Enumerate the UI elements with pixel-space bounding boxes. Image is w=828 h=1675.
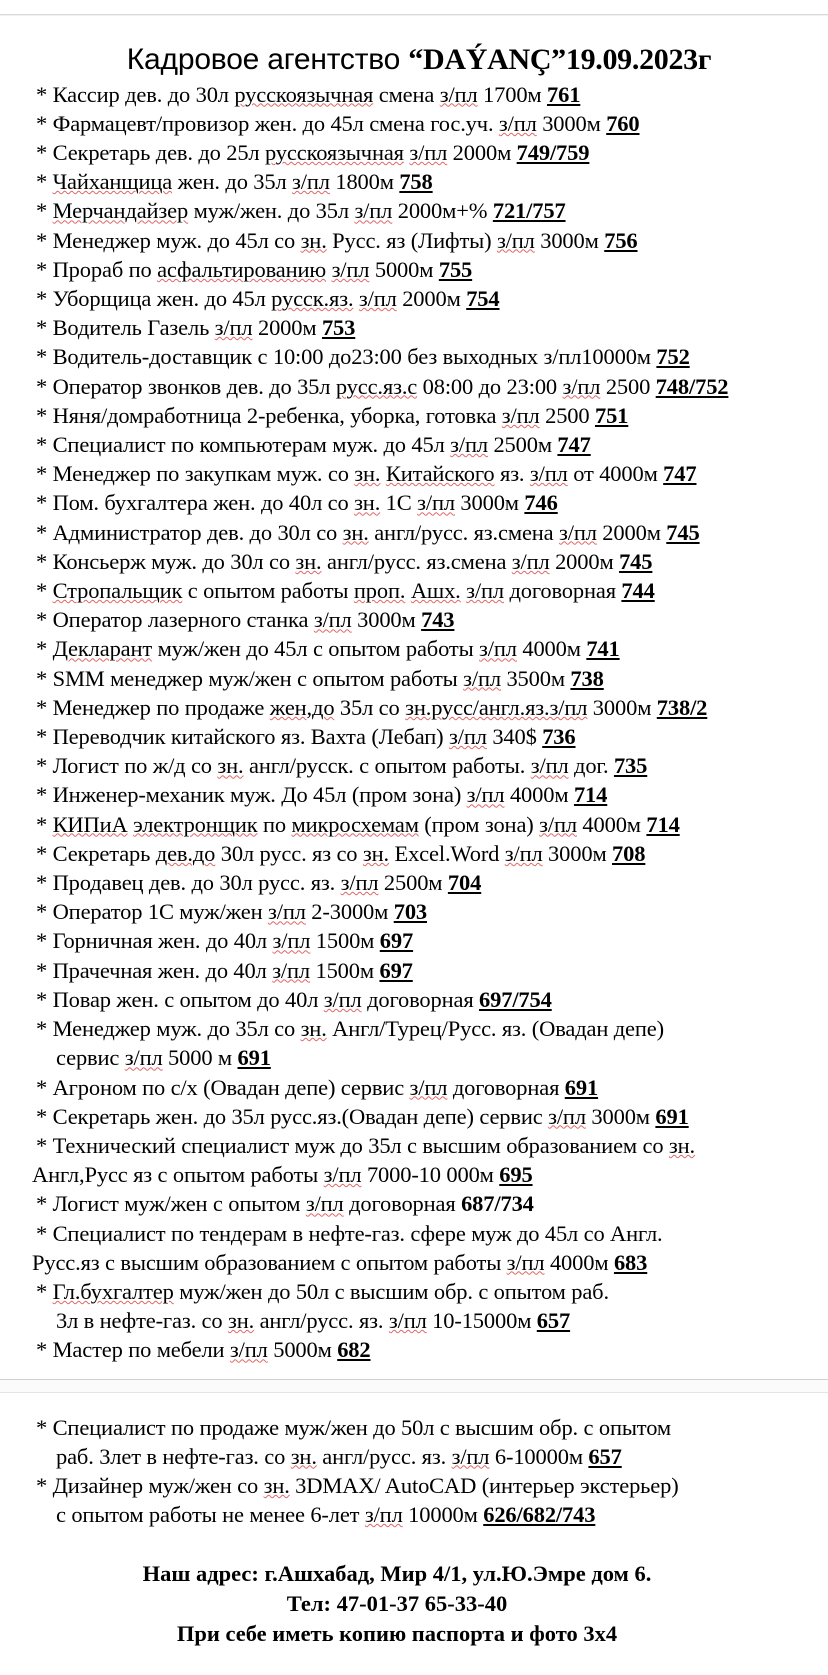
vacancy-text: 3л в нефте-газ. со зн. англ/русс. яз. з/пл 10-15000м: [56, 1308, 532, 1334]
spellcheck-underline: асфальтированию: [157, 256, 327, 282]
page-break-gap: [0, 1380, 828, 1392]
spellcheck-underline: з/пл: [559, 519, 597, 545]
bullet-asterisk: *: [36, 169, 53, 195]
vacancy-line: [36, 605, 816, 634]
spellcheck-underline: Стропальщик: [52, 578, 183, 604]
bullet-asterisk: *: [36, 1103, 53, 1129]
vacancy-line: [36, 926, 816, 955]
bullet-asterisk: *: [36, 811, 53, 837]
vacancy-code: 657: [588, 1443, 622, 1469]
spellcheck-underline: з/пл: [305, 1191, 344, 1217]
vacancy-line: [36, 138, 816, 167]
spellcheck-underline: зн.: [668, 1132, 696, 1158]
vacancy-code: 758: [399, 169, 433, 195]
vacancy-text: Администратор дев. до 30л со зн. англ/русс. яз.смена з/пл 2000м: [52, 519, 661, 545]
vacancy-line: [36, 1131, 816, 1160]
vacancy-line: [36, 226, 816, 255]
bullet-asterisk: *: [36, 227, 53, 253]
vacancy-code: 735: [613, 753, 648, 779]
spellcheck-underline: з/пл: [530, 753, 569, 779]
spellcheck-underline: з/пл: [529, 461, 568, 487]
vacancy-line: [36, 1102, 816, 1131]
spellcheck-underline: з/пл: [479, 636, 517, 662]
spellcheck-underline: з/пл: [313, 607, 352, 633]
top-divider-rule: [0, 14, 828, 16]
vacancy-text: Декларант муж/жен до 45л с опытом работы з/пл 4000м: [52, 636, 581, 662]
bullet-asterisk: *: [36, 432, 53, 458]
vacancy-text: Оператор лазерного станка з/пл 3000м: [52, 607, 416, 633]
vacancy-line: [36, 1413, 816, 1442]
spellcheck-underline: дев.до: [155, 840, 216, 866]
vacancy-code: 738: [570, 665, 604, 691]
bullet-asterisk: *: [36, 782, 53, 808]
vacancy-code: 691: [655, 1103, 689, 1129]
bottom-spacer: [0, 1649, 828, 1675]
bullet-asterisk: *: [36, 1414, 53, 1440]
vacancy-line: [36, 1335, 816, 1364]
vacancy-code: 761: [547, 81, 581, 107]
spellcheck-underline: зн.: [300, 1016, 327, 1042]
vacancy-text: Оператор 1С муж/жен з/пл 2-3000м: [52, 899, 389, 925]
bullet-asterisk: *: [36, 986, 53, 1012]
spellcheck-underline: Ашх.: [410, 578, 461, 604]
spellcheck-underline: зн.: [227, 1308, 255, 1334]
spellcheck-underline: русс.яз.с: [335, 373, 418, 399]
vacancy-line: [36, 1442, 816, 1471]
vacancy-text: Русс.яз с высшим образованием с опытом работы з/пл 4000м: [32, 1249, 609, 1275]
spellcheck-underline: микросхемам: [291, 811, 419, 837]
vacancy-text: Агроном по с/х (Овадан депе) сервис з/пл договорная: [52, 1074, 560, 1100]
vacancy-line: [36, 1471, 816, 1500]
vacancy-code: 714: [573, 782, 608, 808]
spellcheck-underline: электронщик: [133, 811, 258, 837]
bullet-asterisk: *: [36, 373, 53, 399]
vacancy-text: Оператор звонков дев. до 35л русс.яз.с 08:00 до 23:00 з/пл 2500: [52, 373, 651, 399]
vacancy-text: Специалист по компьютерам муж. до 45л з/пл 2500м: [52, 432, 552, 458]
vacancy-text: SMM менеджер муж/жен с опытом работы з/пл 3500м: [52, 665, 565, 691]
vacancy-code: 753: [321, 315, 356, 341]
vacancy-code: 745: [666, 519, 700, 545]
spellcheck-underline: з/пл: [323, 1162, 362, 1188]
vacancy-line: [36, 634, 816, 663]
vacancy-line: [36, 722, 816, 751]
vacancy-line: [32, 1160, 816, 1189]
vacancy-code: 695: [499, 1162, 533, 1188]
vacancy-code: 721/757: [492, 198, 566, 224]
vacancy-code: 697: [379, 928, 414, 954]
vacancy-text: Водитель Газель з/пл 2000м: [52, 315, 317, 341]
bullet-asterisk: *: [36, 256, 53, 282]
spellcheck-underline: русск.яз.: [271, 286, 354, 312]
vacancy-line: [36, 780, 816, 809]
spellcheck-underline: з/пл: [450, 432, 488, 458]
vacancy-text: Секретарь дев. до 25л русскоязычная з/пл 2000м: [52, 140, 512, 165]
vacancy-code: 691: [564, 1074, 599, 1100]
bullet-asterisk: *: [36, 636, 53, 662]
vacancy-line: [36, 109, 816, 138]
bullet-asterisk: *: [36, 490, 53, 516]
spellcheck-underline: Мерчандайзер: [52, 198, 189, 224]
spellcheck-underline: з/пл: [466, 578, 504, 604]
vacancy-text: Специалист по тендерам в нефте-газ. сфере муж до 45л со Англ.: [52, 1220, 663, 1246]
vacancy-code: 626/682/743: [483, 1502, 596, 1528]
vacancy-line: [36, 518, 816, 547]
vacancy-line: [36, 897, 816, 926]
vacancy-text: Водитель-доставщик с 10:00 до23:00 без выходных з/пл10000м: [52, 344, 651, 370]
spellcheck-underline: з/пл: [323, 986, 362, 1012]
spellcheck-underline: зн.: [354, 490, 381, 516]
vacancy-text: Прачечная жен. до 40л з/пл 1500м: [52, 957, 374, 983]
vacancy-text: Няня/домработница 2-ребенка, уборка, готовка з/пл 2500: [52, 402, 590, 428]
spellcheck-underline: з/пл: [229, 1337, 268, 1363]
vacancy-text: Секретарь дев.до 30л русс. яз со зн. Excel.Word з/пл 3000м: [52, 840, 607, 866]
vacancy-text: Англ,Русс яз с опытом работы з/пл 7000-10 000м: [32, 1162, 494, 1188]
footer-address: Наш адрес: г.Ашхабад, Мир 4/1, ул.Ю.Эмре дом 6.: [142, 1561, 652, 1587]
vacancy-line: [36, 255, 816, 284]
vacancy-text: Прораб по асфальтированию з/пл 5000м: [52, 256, 434, 282]
page-title: [0, 42, 828, 76]
bullet-asterisk: *: [36, 110, 53, 136]
spellcheck-underline: з/пл: [548, 1103, 586, 1129]
vacancy-line: [36, 576, 816, 605]
vacancy-line: [36, 284, 816, 313]
bullet-asterisk: *: [36, 694, 53, 720]
vacancy-text: Кассир дев. до 30л русскоязычная смена з/пл 1700м: [52, 81, 542, 107]
vacancy-code: 745: [619, 548, 653, 574]
vacancy-line: [36, 1073, 816, 1102]
vacancy-line: [36, 167, 816, 196]
vacancy-text: Продавец дев. до 30л русс. яз. з/пл 2500м: [52, 870, 443, 896]
contact-footer: [0, 1559, 828, 1649]
bullet-asterisk: *: [36, 315, 53, 341]
vacancy-text: Секретарь жен. до 35л русс.яз.(Овадан депе) сервис з/пл 3000м: [52, 1103, 650, 1129]
vacancy-list-page-1: [0, 80, 828, 1365]
bullet-asterisk: *: [36, 753, 53, 779]
vacancy-text: Фармацевт/провизор жен. до 45л смена гос.уч. з/пл 3000м: [52, 110, 601, 136]
vacancy-line: [36, 810, 816, 839]
bullet-asterisk: *: [36, 1132, 53, 1158]
spellcheck-underline: з/пл: [292, 169, 330, 195]
vacancy-code: 738/2: [656, 694, 708, 720]
vacancy-code: 755: [438, 256, 473, 282]
vacancy-text: КИПиА электронщик по микросхемам (пром зона) з/пл 4000м: [52, 811, 641, 837]
spellcheck-underline: з/пл: [463, 665, 501, 691]
vacancy-line: [36, 196, 816, 225]
vacancy-text: Технический специалист муж до 35л с высшим образованием со зн.: [52, 1132, 696, 1158]
spellcheck-underline: з/пл: [364, 1502, 403, 1528]
bullet-asterisk: *: [36, 899, 53, 925]
vacancy-text: раб. 3лет в нефте-газ. со зн. англ/русс. яз. з/пл 6-10000м: [56, 1443, 583, 1469]
bullet-asterisk: *: [36, 402, 53, 428]
spellcheck-underline: з/пл: [504, 840, 543, 866]
bullet-asterisk: *: [36, 724, 53, 750]
vacancy-text: Чайханщица жен. до 35л з/пл 1800м: [52, 169, 394, 195]
vacancy-code: 708: [612, 840, 646, 866]
vacancy-text: Специалист по продаже муж/жен до 50л с высшим обр. с опытом: [52, 1414, 671, 1440]
bullet-asterisk: *: [36, 578, 53, 604]
spellcheck-underline: з/пл: [539, 811, 577, 837]
bullet-asterisk: *: [36, 1220, 53, 1246]
vacancy-text: Пом. бухгалтера жен. до 40л со зн. 1С з/пл 3000м: [52, 490, 519, 516]
spellcheck-underline: з/пл: [409, 1074, 448, 1100]
spellcheck-underline: з/пл: [124, 1045, 163, 1071]
bullet-asterisk: *: [36, 548, 53, 574]
spellcheck-underline: зн.: [217, 753, 244, 779]
vacancy-list-page-2: [0, 1413, 828, 1530]
spellcheck-underline: зн.: [354, 461, 381, 487]
vacancy-line: [36, 1306, 816, 1335]
vacancy-line: [36, 372, 816, 401]
vacancy-code: 754: [466, 286, 500, 312]
spellcheck-underline: з/пл: [498, 110, 537, 136]
spellcheck-underline: КИПиА: [52, 811, 128, 837]
vacancy-line: [36, 1014, 816, 1043]
vacancy-code: 749/759: [516, 140, 590, 165]
vacancy-text: Инженер-механик муж. До 45л (пром зона) з/пл 4000м: [52, 782, 569, 808]
vacancy-line: [36, 488, 816, 517]
vacancy-code: 704: [447, 870, 482, 896]
vacancy-text: Менеджер по закупкам муж. со зн. Китайского яз. з/пл от 4000м: [52, 461, 658, 487]
vacancy-line: [32, 1248, 816, 1277]
spellcheck-underline: жен,до: [269, 694, 335, 720]
bullet-asterisk: *: [36, 286, 53, 312]
spellcheck-underline: з/пл: [511, 548, 550, 574]
top-chrome-strip: [0, 0, 828, 14]
vacancy-code: 657: [536, 1308, 571, 1334]
bullet-asterisk: *: [36, 198, 53, 224]
bullet-asterisk: *: [36, 1278, 53, 1304]
vacancy-code: 746: [524, 490, 558, 516]
vacancy-line: [36, 1277, 816, 1306]
vacancy-text: Менеджер муж. до 45л со зн. Русс. яз (Лифты) з/пл 3000м: [52, 227, 599, 253]
page-break-spacer: [0, 1393, 828, 1413]
vacancy-code: 703: [393, 899, 428, 925]
vacancy-text: Гл.бухгалтер муж/жен до 50л с высшим обр. с опытом раб.: [52, 1278, 609, 1304]
spellcheck-underline: з/пл: [272, 957, 310, 983]
spellcheck-underline: з/пл: [496, 227, 535, 253]
vacancy-line: [36, 868, 816, 897]
vacancy-code: 743: [421, 607, 455, 633]
vacancy-text: Менеджер по продаже жен,до 35л со зн.русс/англ.яз.з/пл 3000м: [52, 694, 652, 720]
vacancy-text: с опытом работы не менее 6-лет з/пл 10000м: [56, 1502, 478, 1528]
spellcheck-underline: з/пл: [331, 256, 370, 282]
vacancy-line: [36, 401, 816, 430]
bullet-asterisk: *: [36, 840, 53, 866]
spellcheck-underline: Декларант: [52, 636, 153, 662]
vacancy-text: Повар жен. с опытом до 40л з/пл договорная: [52, 986, 474, 1012]
bullet-asterisk: *: [36, 1074, 53, 1100]
vacancy-line: [36, 1189, 816, 1218]
vacancy-code: 744: [621, 578, 655, 604]
bullet-asterisk: *: [36, 607, 53, 633]
vacancy-line: [36, 430, 816, 459]
spellcheck-underline: з/пл: [417, 490, 455, 516]
vacancy-text: Мерчандайзер муж/жен. до 35л з/пл 2000м+%: [52, 198, 488, 224]
bullet-asterisk: *: [36, 928, 53, 954]
spellcheck-underline: з/пл: [340, 870, 379, 896]
bullet-asterisk: *: [36, 1191, 53, 1217]
vacancy-code: 682: [337, 1337, 371, 1363]
spellcheck-underline: зн.русс/англ.яз.з/пл: [405, 694, 588, 720]
vacancy-text: Консьерж муж. до 30л со зн. англ/русс. яз.смена з/пл 2000м: [52, 548, 614, 574]
document-body: [0, 42, 828, 1675]
vacancy-text: Менеджер муж. до 35л со зн. Англ/Турец/Русс. яз. (Овадан депе): [52, 1016, 664, 1042]
spellcheck-underline: русскоязычная: [234, 81, 374, 107]
vacancy-code: 760: [606, 110, 640, 136]
vacancy-code: 691: [237, 1045, 271, 1071]
spellcheck-underline: з/пл: [358, 286, 397, 312]
vacancy-line: [36, 1219, 816, 1248]
vacancy-line: [36, 459, 816, 488]
vacancy-line: [36, 342, 816, 371]
vacancy-code: 697: [379, 957, 413, 983]
vacancy-line: [36, 693, 816, 722]
footer-note: При себе иметь копию паспорта и фото 3x4: [176, 1621, 618, 1647]
bullet-asterisk: *: [36, 519, 53, 545]
page-break-divider: [0, 1379, 828, 1413]
spellcheck-underline: проп.: [353, 578, 406, 604]
page-title-name-date: “DAÝANÇ”19.09.2023г: [408, 43, 712, 76]
bullet-asterisk: *: [36, 1016, 53, 1042]
spellcheck-underline: русскоязычная: [265, 140, 404, 165]
vacancy-text: Логист муж/жен с опытом з/пл договорная: [52, 1191, 456, 1217]
vacancy-line: [36, 1043, 816, 1072]
spellcheck-underline: з/пл: [439, 81, 478, 107]
spellcheck-underline: Гл.бухгалтер: [52, 1278, 174, 1304]
spellcheck-underline: з/пл: [409, 140, 448, 165]
spellcheck-underline: з/пл: [354, 198, 393, 224]
spellcheck-underline: з/пл: [214, 315, 253, 341]
vacancy-text: Горничная жен. до 40л з/пл 1500м: [52, 928, 375, 954]
spellcheck-underline: Китайского: [385, 461, 495, 487]
vacancy-text: Уборщица жен. до 45л русск.яз. з/пл 2000м: [52, 286, 461, 312]
vacancy-line: [36, 313, 816, 342]
vacancy-code: 687/734: [461, 1191, 534, 1217]
spellcheck-underline: з/пл: [272, 928, 311, 954]
bullet-asterisk: *: [36, 1472, 53, 1498]
spellcheck-underline: зн.: [362, 840, 389, 866]
vacancy-line: [36, 839, 816, 868]
vacancy-code: 747: [663, 461, 697, 487]
bullet-asterisk: *: [36, 81, 53, 107]
vacancy-line: [36, 1500, 816, 1529]
spellcheck-underline: з/пл: [451, 1443, 490, 1469]
bullet-asterisk: *: [36, 665, 53, 691]
spellcheck-underline: зн.: [263, 1472, 290, 1498]
bullet-asterisk: *: [36, 957, 53, 983]
spellcheck-underline: з/пл: [449, 724, 487, 750]
vacancy-code: 741: [586, 636, 620, 662]
bullet-asterisk: *: [36, 461, 53, 487]
bullet-asterisk: *: [36, 870, 53, 896]
spellcheck-underline: зн.: [295, 548, 322, 574]
spellcheck-underline: з/пл: [501, 402, 540, 428]
vacancy-code: 748/752: [655, 373, 729, 399]
spellcheck-underline: з/пл: [506, 1249, 545, 1275]
vacancy-code: 752: [656, 344, 690, 370]
vacancy-code: 747: [557, 432, 591, 458]
spellcheck-underline: з/пл: [466, 782, 505, 808]
vacancy-text: сервис з/пл 5000 м: [56, 1045, 233, 1071]
spellcheck-underline: зн.: [290, 1443, 317, 1469]
vacancy-text: Мастер по мебели з/пл 5000м: [52, 1337, 332, 1363]
spellcheck-underline: з/пл: [388, 1308, 427, 1334]
spellcheck-underline: з/пл: [562, 373, 601, 399]
page-title-agency: Кадровое агентство: [126, 43, 409, 76]
bullet-asterisk: *: [36, 140, 53, 165]
vacancy-code: 751: [594, 402, 629, 428]
vacancy-text: Стропальщик с опытом работы проп. Ашх. з/пл договорная: [52, 578, 616, 604]
vacancy-text: Переводчик китайского яз. Вахта (Лебап) з/пл 340$: [52, 724, 537, 750]
vacancy-line: [36, 547, 816, 576]
spellcheck-underline: Чайханщица: [52, 169, 173, 195]
vacancy-text: Дизайнер муж/жен со зн. 3DMAX/ AutoCAD (интерьер экстерьер): [52, 1472, 679, 1498]
vacancy-code: 736: [542, 724, 576, 750]
spellcheck-underline: зн.: [300, 227, 327, 253]
footer-phone: Тел: 47-01-37 65-33-40: [286, 1591, 508, 1617]
bullet-asterisk: *: [36, 1337, 53, 1363]
vacancy-code: 756: [604, 227, 638, 253]
vacancy-line: [36, 985, 816, 1014]
vacancy-code: 714: [646, 811, 680, 837]
vacancy-line: [36, 664, 816, 693]
vacancy-line: [36, 80, 816, 109]
vacancy-code: 697/754: [479, 986, 552, 1012]
bullet-asterisk: *: [36, 344, 53, 370]
spellcheck-underline: зн.: [342, 519, 369, 545]
spellcheck-underline: з/пл: [268, 899, 306, 925]
vacancy-text: Логист по ж/д со зн. англ/русск. с опытом работы. з/пл дог.: [52, 753, 609, 779]
vacancy-line: [36, 956, 816, 985]
vacancy-line: [36, 751, 816, 780]
vacancy-code: 683: [613, 1249, 648, 1275]
